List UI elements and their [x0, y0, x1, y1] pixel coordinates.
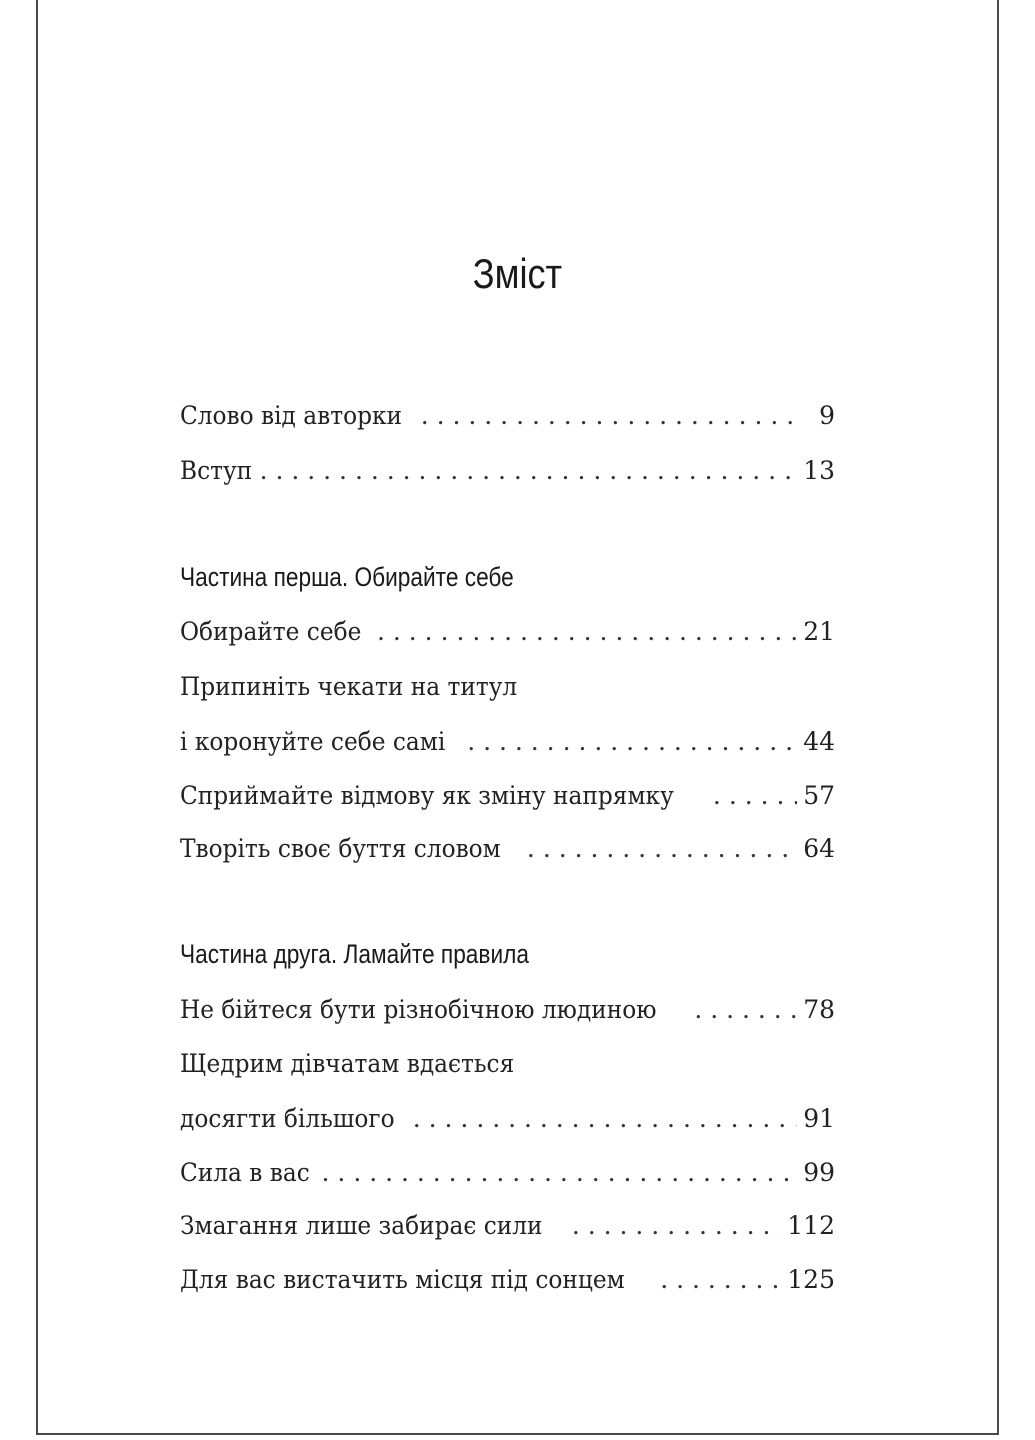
toc-entry[interactable]	[180, 1099, 835, 1139]
toc-entry-label: і коронуйте себе самі	[180, 727, 446, 756]
toc-entry-page: 125	[787, 1265, 835, 1294]
toc-entry[interactable]	[180, 451, 835, 491]
toc-entry[interactable]	[180, 1260, 835, 1300]
toc-entry-label: Вступ	[180, 456, 253, 485]
part-heading: Частина перша. Обирайте себе	[180, 562, 514, 592]
toc-entry[interactable]	[180, 612, 835, 652]
toc-entry-page: 57	[803, 781, 835, 810]
toc-entry-label: Сила в вас	[180, 1158, 310, 1187]
dot-leader	[421, 396, 801, 436]
toc-entry-label: Обирайте себе	[180, 617, 362, 646]
dot-leader	[413, 1099, 797, 1139]
dot-leader	[322, 1153, 798, 1193]
toc-entry[interactable]	[180, 776, 835, 816]
toc-entry-label: Слово від авторки	[180, 401, 402, 430]
dot-leader	[527, 829, 797, 869]
toc-entry-label: Припиніть чекати на титул	[180, 672, 518, 701]
dot-leader	[467, 722, 797, 762]
dot-leader	[260, 451, 798, 491]
toc-entry-label: Для вас вистачить місця під сонцем	[180, 1265, 625, 1294]
toc-entry[interactable]	[180, 829, 835, 869]
toc-entry-label: Творіть своє буття словом	[180, 834, 501, 863]
toc-entry-page: 13	[803, 456, 835, 485]
toc-entry[interactable]	[180, 1153, 835, 1193]
toc-entry[interactable]	[180, 1044, 835, 1084]
page-title: Зміст	[472, 250, 563, 297]
toc-entry-page: 21	[803, 617, 835, 646]
dot-leader	[572, 1206, 781, 1246]
toc-entry-label: Не бійтеся бути різнобічною людиною	[180, 995, 657, 1024]
toc-entry[interactable]	[180, 667, 835, 707]
toc-entry-label: Сприймайте відмову як зміну напрямку	[180, 781, 674, 810]
toc-entry-page: 64	[803, 834, 835, 863]
toc-entry[interactable]	[180, 396, 835, 436]
toc-entry-page: 9	[819, 401, 835, 430]
toc-entry-page: 99	[803, 1158, 835, 1187]
toc-entry[interactable]	[180, 1206, 835, 1246]
toc-entry-page: 44	[803, 727, 835, 756]
toc-entry-page: 78	[803, 995, 835, 1024]
dot-leader	[694, 990, 797, 1030]
toc-entry-label: досягти більшого	[180, 1104, 395, 1133]
dot-leader	[377, 612, 797, 652]
toc-entry-page: 91	[803, 1104, 835, 1133]
dot-leader	[713, 776, 797, 816]
toc-entry[interactable]	[180, 990, 835, 1030]
toc-entry[interactable]	[180, 722, 835, 762]
dot-leader	[660, 1260, 781, 1300]
part-heading: Частина друга. Ламайте правила	[180, 939, 529, 969]
toc-entry-label: Змагання лише забирає сили	[180, 1211, 543, 1240]
toc-entry-page: 112	[787, 1211, 835, 1240]
toc-entry-label: Щедрим дівчатам вдається	[180, 1049, 515, 1078]
